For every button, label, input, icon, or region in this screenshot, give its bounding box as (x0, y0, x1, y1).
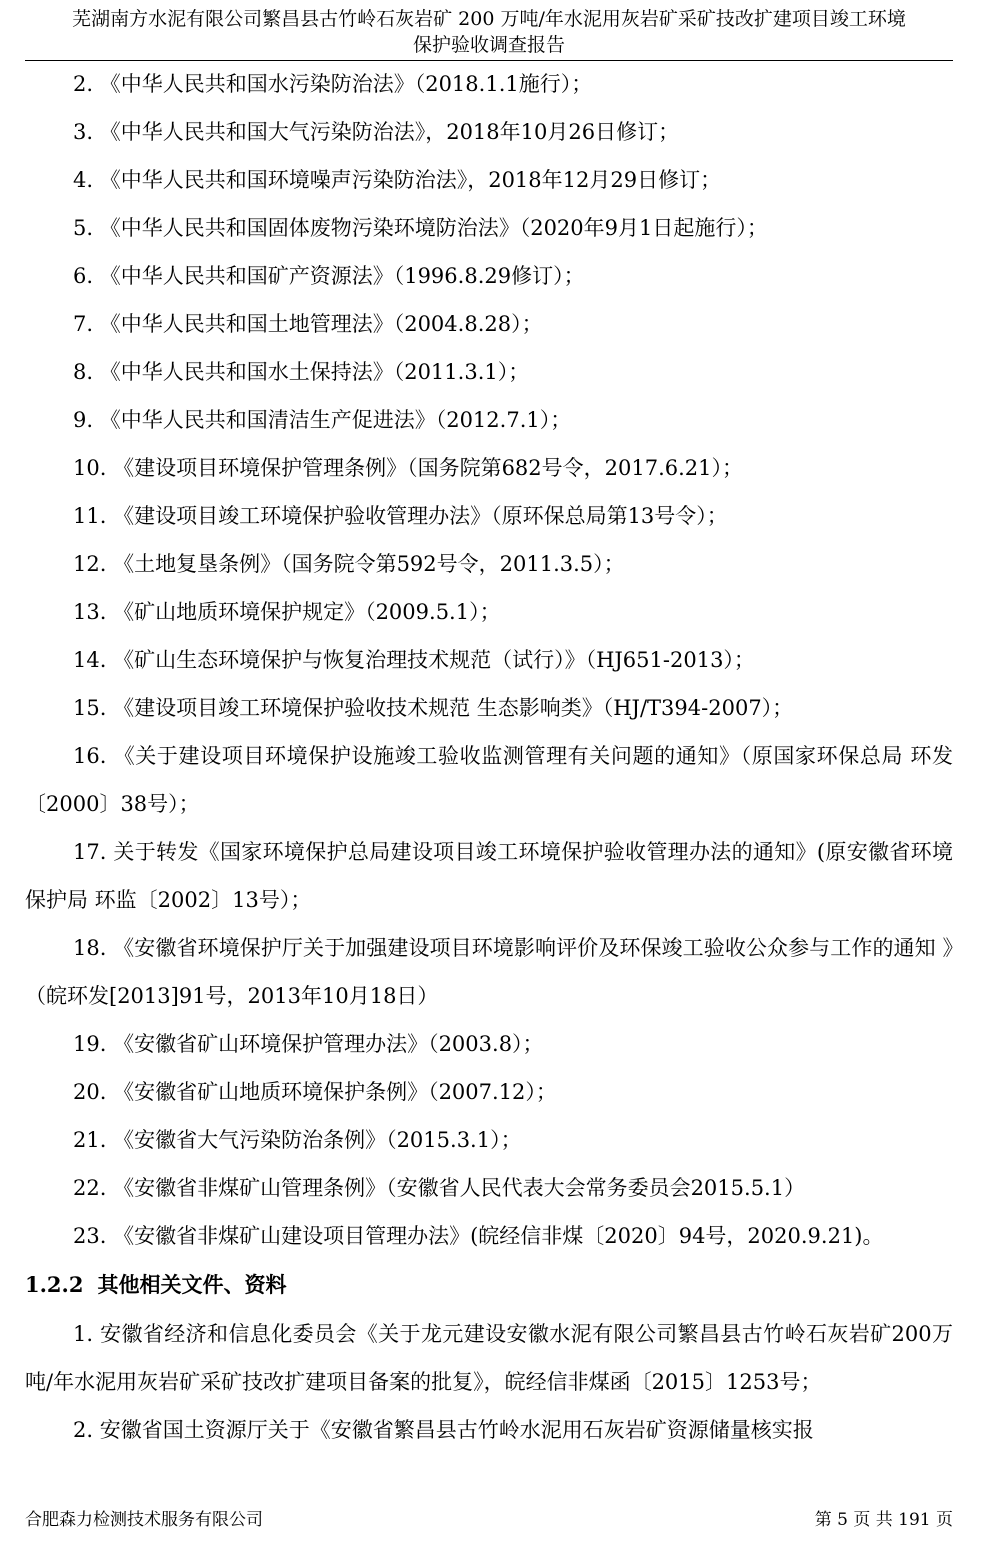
regulation-item: 4. 《中华人民共和国环境噪声污染防治法》，2018年12月29日修订； (73, 168, 722, 192)
regulation-item: 22. 《安徽省非煤矿山管理条例》（安徽省人民代表大会常务委员会2015.5.1） (73, 1176, 806, 1200)
section-number: 1.2.2 (25, 1272, 84, 1297)
page-header (25, 6, 953, 61)
regulation-item: 15. 《建设项目竣工环境保护验收技术规范 生态影响类》（HJ/T394-2007）； (73, 696, 794, 720)
regulation-item: 16. 《关于建设项目环境保护设施竣工验收监测管理有关问题的通知》（原国家环保总局 环发〔2000〕38号）； (25, 744, 953, 816)
section-title: 其他相关文件、资料 (97, 1272, 287, 1297)
section-heading (25, 1260, 953, 1310)
regulation-item: 3. 《中华人民共和国大气污染防治法》，2018年10月26日修订； (73, 120, 680, 144)
regulation-item: 8. 《中华人民共和国水土保持法》（2011.3.1）； (73, 360, 530, 384)
regulation-item: 14. 《矿山生态环境保护与恢复治理技术规范（试行）》（HJ651-2013）； (73, 648, 755, 672)
regulation-item: 9. 《中华人民共和国清洁生产促进法》（2012.7.1）； (73, 408, 572, 432)
regulation-item: 18. 《安徽省环境保护厅关于加强建设项目环境影响评价及环保竣工验收公众参与工作的通知 》（皖环发[2013]91号，2013年10月18日） (25, 936, 953, 1008)
regulation-item: 19. 《安徽省矿山环境保护管理办法》（2003.8）； (73, 1032, 544, 1056)
document-body (25, 60, 953, 1454)
regulation-item: 7. 《中华人民共和国土地管理法》（2004.8.28）； (73, 312, 543, 336)
regulation-item: 11. 《建设项目竣工环境保护验收管理办法》（原环保总局第13号令）； (73, 504, 728, 528)
regulation-item: 10. 《建设项目环境保护管理条例》（国务院第682号令，2017.6.21）； (73, 456, 744, 480)
regulation-item: 13. 《矿山地质环境保护规定》（2009.5.1）； (73, 600, 501, 624)
page-number: 第 5 页 共 191 页 (814, 1510, 953, 1530)
regulation-item: 21. 《安徽省大气污染防治条例》（2015.3.1）； (73, 1128, 522, 1152)
regulation-item: 23. 《安徽省非煤矿山建设项目管理办法》(皖经信非煤〔2020〕94号，2020.9.21)。 (73, 1224, 884, 1248)
header-title-line1: 芜湖南方水泥有限公司繁昌县古竹岭石灰岩矿 200 万吨/年水泥用灰岩矿采矿技改扩建项目竣工环境 (72, 8, 906, 30)
regulation-item: 20. 《安徽省矿山地质环境保护条例》（2007.12）； (73, 1080, 557, 1104)
regulation-item: 5. 《中华人民共和国固体废物污染环境防治法》（2020年9月1日起施行）； (73, 216, 768, 240)
other-doc-item: 2. 安徽省国土资源厅关于《安徽省繁昌县古竹岭水泥用石灰岩矿资源储量核实报 (73, 1418, 814, 1442)
regulation-item: 17. 关于转发《国家环境保护总局建设项目竣工环境保护验收管理办法的通知》(原安徽省环境保护局 环监〔2002〕13号）； (25, 840, 953, 912)
footer-company: 合肥森力检测技术服务有限公司 (25, 1510, 263, 1530)
regulation-item: 12. 《土地复垦条例》（国务院令第592号令，2011.3.5）； (73, 552, 625, 576)
regulation-item: 2. 《中华人民共和国水污染防治法》（2018.1.1施行）； (73, 72, 593, 96)
regulation-item: 6. 《中华人民共和国矿产资源法》（1996.8.29修订）； (73, 264, 585, 288)
other-doc-item: 1. 安徽省经济和信息化委员会《关于龙元建设安徽水泥有限公司繁昌县古竹岭石灰岩矿200万吨/年水泥用灰岩矿采矿技改扩建项目备案的批复》，皖经信非煤函〔2015〕1253号； (25, 1322, 953, 1394)
header-title-line2: 保护验收调查报告 (412, 34, 565, 56)
